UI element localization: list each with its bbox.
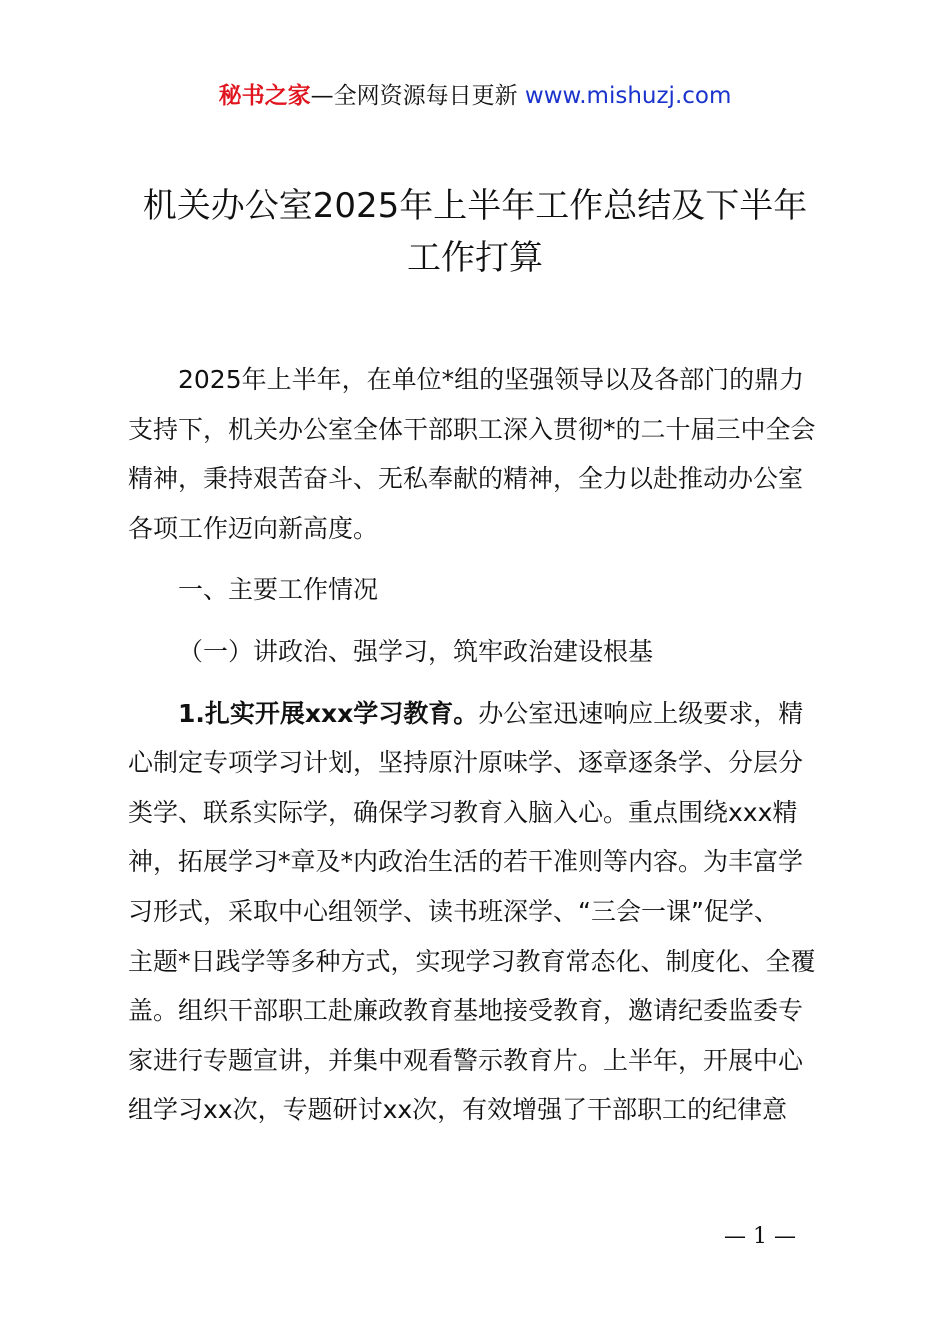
intro-line: 各项工作迈向新高度。 (128, 513, 379, 543)
page-number: — 1 — (724, 1224, 796, 1249)
site-header (0, 80, 950, 112)
paragraph-line: 组学习xx次，专题研讨xx次，有效增强了干部职工的纪律意 (128, 1095, 788, 1125)
paragraph-line: 习形式，采取中心组领学、读书班深学、“三会一课”促学、 (128, 896, 779, 926)
paragraph-line: 类学、联系实际学，确保学习教育入脑入心。重点围绕xxx精 (128, 797, 798, 827)
paragraph-line: 主题*日践学等多种方式，实现学习教育常态化、制度化、全覆 (128, 946, 816, 976)
paragraph-line (128, 689, 833, 739)
intro-line: 精神，秉持艰苦奋斗、无私奉献的精神，全力以赴推动办公室 (128, 464, 804, 494)
title-line-1: 机关办公室2025年上半年工作总结及下半年 (142, 186, 808, 226)
paragraph-line: 盖。组织干部职工赴廉政教育基地接受教育，邀请纪委监委专 (128, 996, 804, 1026)
header-tagline: —全网资源每日更新 (310, 83, 518, 109)
item-lead-title: 1.扎实开展xxx学习教育。 (178, 698, 479, 728)
document-title (100, 180, 850, 284)
intro-line: 2025年上半年，在单位*组的坚强领导以及各部门的鼎力 (178, 365, 805, 394)
intro-line: 支持下，机关办公室全体干部职工深入贯彻*的二十届三中全会 (128, 414, 816, 444)
paragraph-line: 神，拓展学习*章及*内政治生活的若干准则等内容。为丰富学 (128, 847, 804, 877)
document-body (128, 355, 833, 1135)
section-heading: 一、主要工作情况 (178, 575, 379, 605)
site-url-link[interactable]: www.mishuzj.com (524, 83, 732, 109)
paragraph-text: 办公室迅速响应上级要求，精 (478, 698, 804, 728)
title-line-2: 工作打算 (407, 238, 543, 278)
paragraph-line: 心制定专项学习计划，坚持原汁原味学、逐章逐条学、分层分 (128, 748, 804, 778)
brand-name: 秘书之家 (218, 83, 311, 109)
subsection-heading: （一）讲政治、强学习，筑牢政治建设根基 (178, 636, 654, 666)
paragraph-line: 家进行专题宣讲，并集中观看警示教育片。上半年，开展中心 (128, 1045, 804, 1075)
